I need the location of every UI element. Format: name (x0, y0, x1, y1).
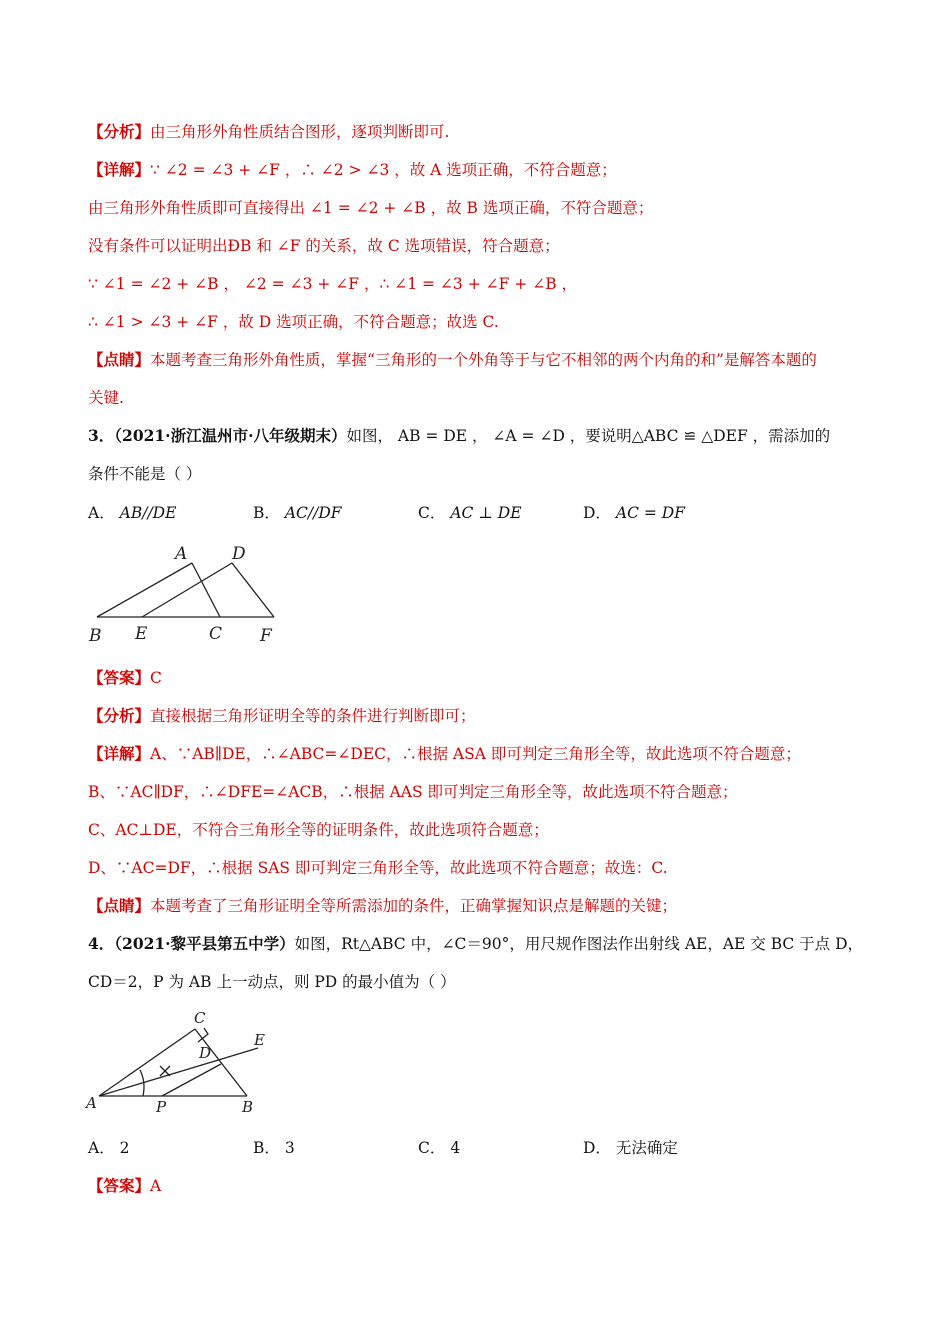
detail-tag: 【详解】 (88, 160, 151, 179)
analysis-tag: 【分析】 (88, 122, 151, 141)
line-ba (97, 563, 192, 617)
q3-option-c: C． AC ⊥ DE (418, 504, 522, 522)
label-e: E (254, 1031, 265, 1049)
q3-detail-line-4: D、∵AC=DF，∴根据 SAS 即可判定三角形全等，故此选项不符合题意；故选：C. (88, 859, 668, 877)
q3-detail-line-3: C、AC⊥DE，不符合三角形全等的证明条件，故此选项符合题意； (88, 821, 549, 839)
comment-text: 本题考查了三角形证明全等所需添加的条件，正确掌握知识点是解题的关键； (150, 897, 678, 915)
q4-stem-line-2: CD＝2，P 为 AB 上一动点，则 PD 的最小值为（ ） (88, 973, 456, 991)
label-e: E (135, 624, 148, 644)
question-stem: 如图，Rt△ABC 中，∠C＝90°，用尺规作图法作出射线 AE，AE 交 BC 于点 D， (294, 935, 864, 953)
answer-value: C (150, 669, 162, 687)
label-f: F (260, 626, 272, 646)
q2-detail-line-4: ∵ ∠1 = ∠2 + ∠B ， ∠2 = ∠3 + ∠F ，∴ ∠1 = ∠3 + ∠F + ∠B ， (88, 275, 578, 293)
line-dp (162, 1064, 221, 1096)
question-number: 4． (88, 934, 115, 953)
ray-ae (99, 1048, 258, 1096)
q4-figure (80, 1004, 280, 1120)
q4-option-a: A． 2 (88, 1139, 130, 1157)
q3-figure (80, 538, 290, 650)
q4-option-c: C． 4 (418, 1139, 461, 1157)
label-a: A (175, 544, 188, 564)
question-source: （2021·黎平县第五中学） (114, 934, 295, 953)
q2-detail-line-2: 由三角形外角性质即可直接得出 ∠1 = ∠2 + ∠B ，故 B 选项正确，不符合题意； (88, 199, 654, 217)
q3-stem-line-2: 条件不能是（ ） (88, 465, 202, 483)
line-ac (192, 563, 220, 617)
line-cb (195, 1029, 247, 1096)
comment-tag: 【点睛】 (88, 350, 151, 369)
label-p: P (156, 1098, 167, 1116)
question-number: 3． (88, 426, 115, 445)
line-ed (142, 563, 232, 617)
answer-tag: 【答案】 (88, 668, 151, 687)
detail-text: ∵ ∠2 = ∠3 + ∠F ，∴ ∠2 > ∠3 ，故 A 选项正确，不符合题意； (150, 161, 617, 179)
analysis-text: 由三角形外角性质结合图形，逐项判断即可. (150, 123, 450, 141)
q3-option-a: A． AB//DE (88, 504, 177, 522)
question-source: （2021·浙江温州市·八年级期末） (114, 426, 347, 445)
comment-tag: 【点睛】 (88, 896, 151, 915)
q2-detail-line-3: 没有条件可以证明出ÐB 和 ∠F 的关系，故 C 选项错误，符合题意； (88, 237, 560, 255)
q4-stem-line-1 (88, 934, 880, 954)
answer-value: A (150, 1177, 162, 1195)
q3-analysis (88, 706, 880, 726)
label-c: C (209, 624, 223, 644)
label-c: C (194, 1009, 206, 1027)
question-stem: 如图， AB = DE ， ∠A = ∠D ，要说明△ABC ≌ △DEF ，需添加的 (346, 427, 831, 445)
q4-option-b: B． 3 (253, 1139, 295, 1157)
answer-tag: 【答案】 (88, 1176, 151, 1195)
q2-detail-line-1 (88, 160, 880, 180)
q4-option-d: D． 无法确定 (583, 1139, 678, 1157)
q2-comment-line-2: 关键. (88, 389, 124, 407)
q4-answer (88, 1176, 880, 1196)
q3-option-d: D． AC = DF (583, 504, 685, 522)
q2-analysis (88, 122, 880, 142)
detail-tag: 【详解】 (88, 744, 151, 763)
line-df (232, 563, 274, 617)
q2-comment-line-1 (88, 350, 880, 370)
label-d: D (199, 1044, 212, 1062)
detail-text: A、∵AB∥DE，∴∠ABC=∠DEC，∴根据 ASA 即可判定三角形全等，故此选项不符合题意； (150, 745, 801, 763)
analysis-tag: 【分析】 (88, 706, 151, 725)
label-d: D (232, 544, 246, 564)
analysis-text: 直接根据三角形证明全等的条件进行判断即可； (150, 707, 476, 725)
q3-detail-line-2: B、∵AC∥DF，∴∠DFE=∠ACB，∴根据 AAS 即可判定三角形全等，故此选项不符合题意； (88, 783, 738, 801)
label-b: B (89, 626, 102, 646)
label-a: A (86, 1094, 97, 1112)
label-b: B (242, 1098, 254, 1116)
q3-option-b: B． AC//DF (253, 504, 342, 522)
q3-stem-line-1 (88, 426, 880, 446)
q3-comment (88, 896, 880, 916)
q2-detail-line-5: ∴ ∠1 > ∠3 + ∠F ，故 D 选项正确，不符合题意；故选 C. (88, 313, 499, 331)
comment-text: 本题考查三角形外角性质，掌握“三角形的一个外角等于与它不相邻的两个内角的和”是解答本题的 (150, 351, 817, 369)
q3-detail-line-1 (88, 744, 880, 764)
q3-answer (88, 668, 880, 688)
